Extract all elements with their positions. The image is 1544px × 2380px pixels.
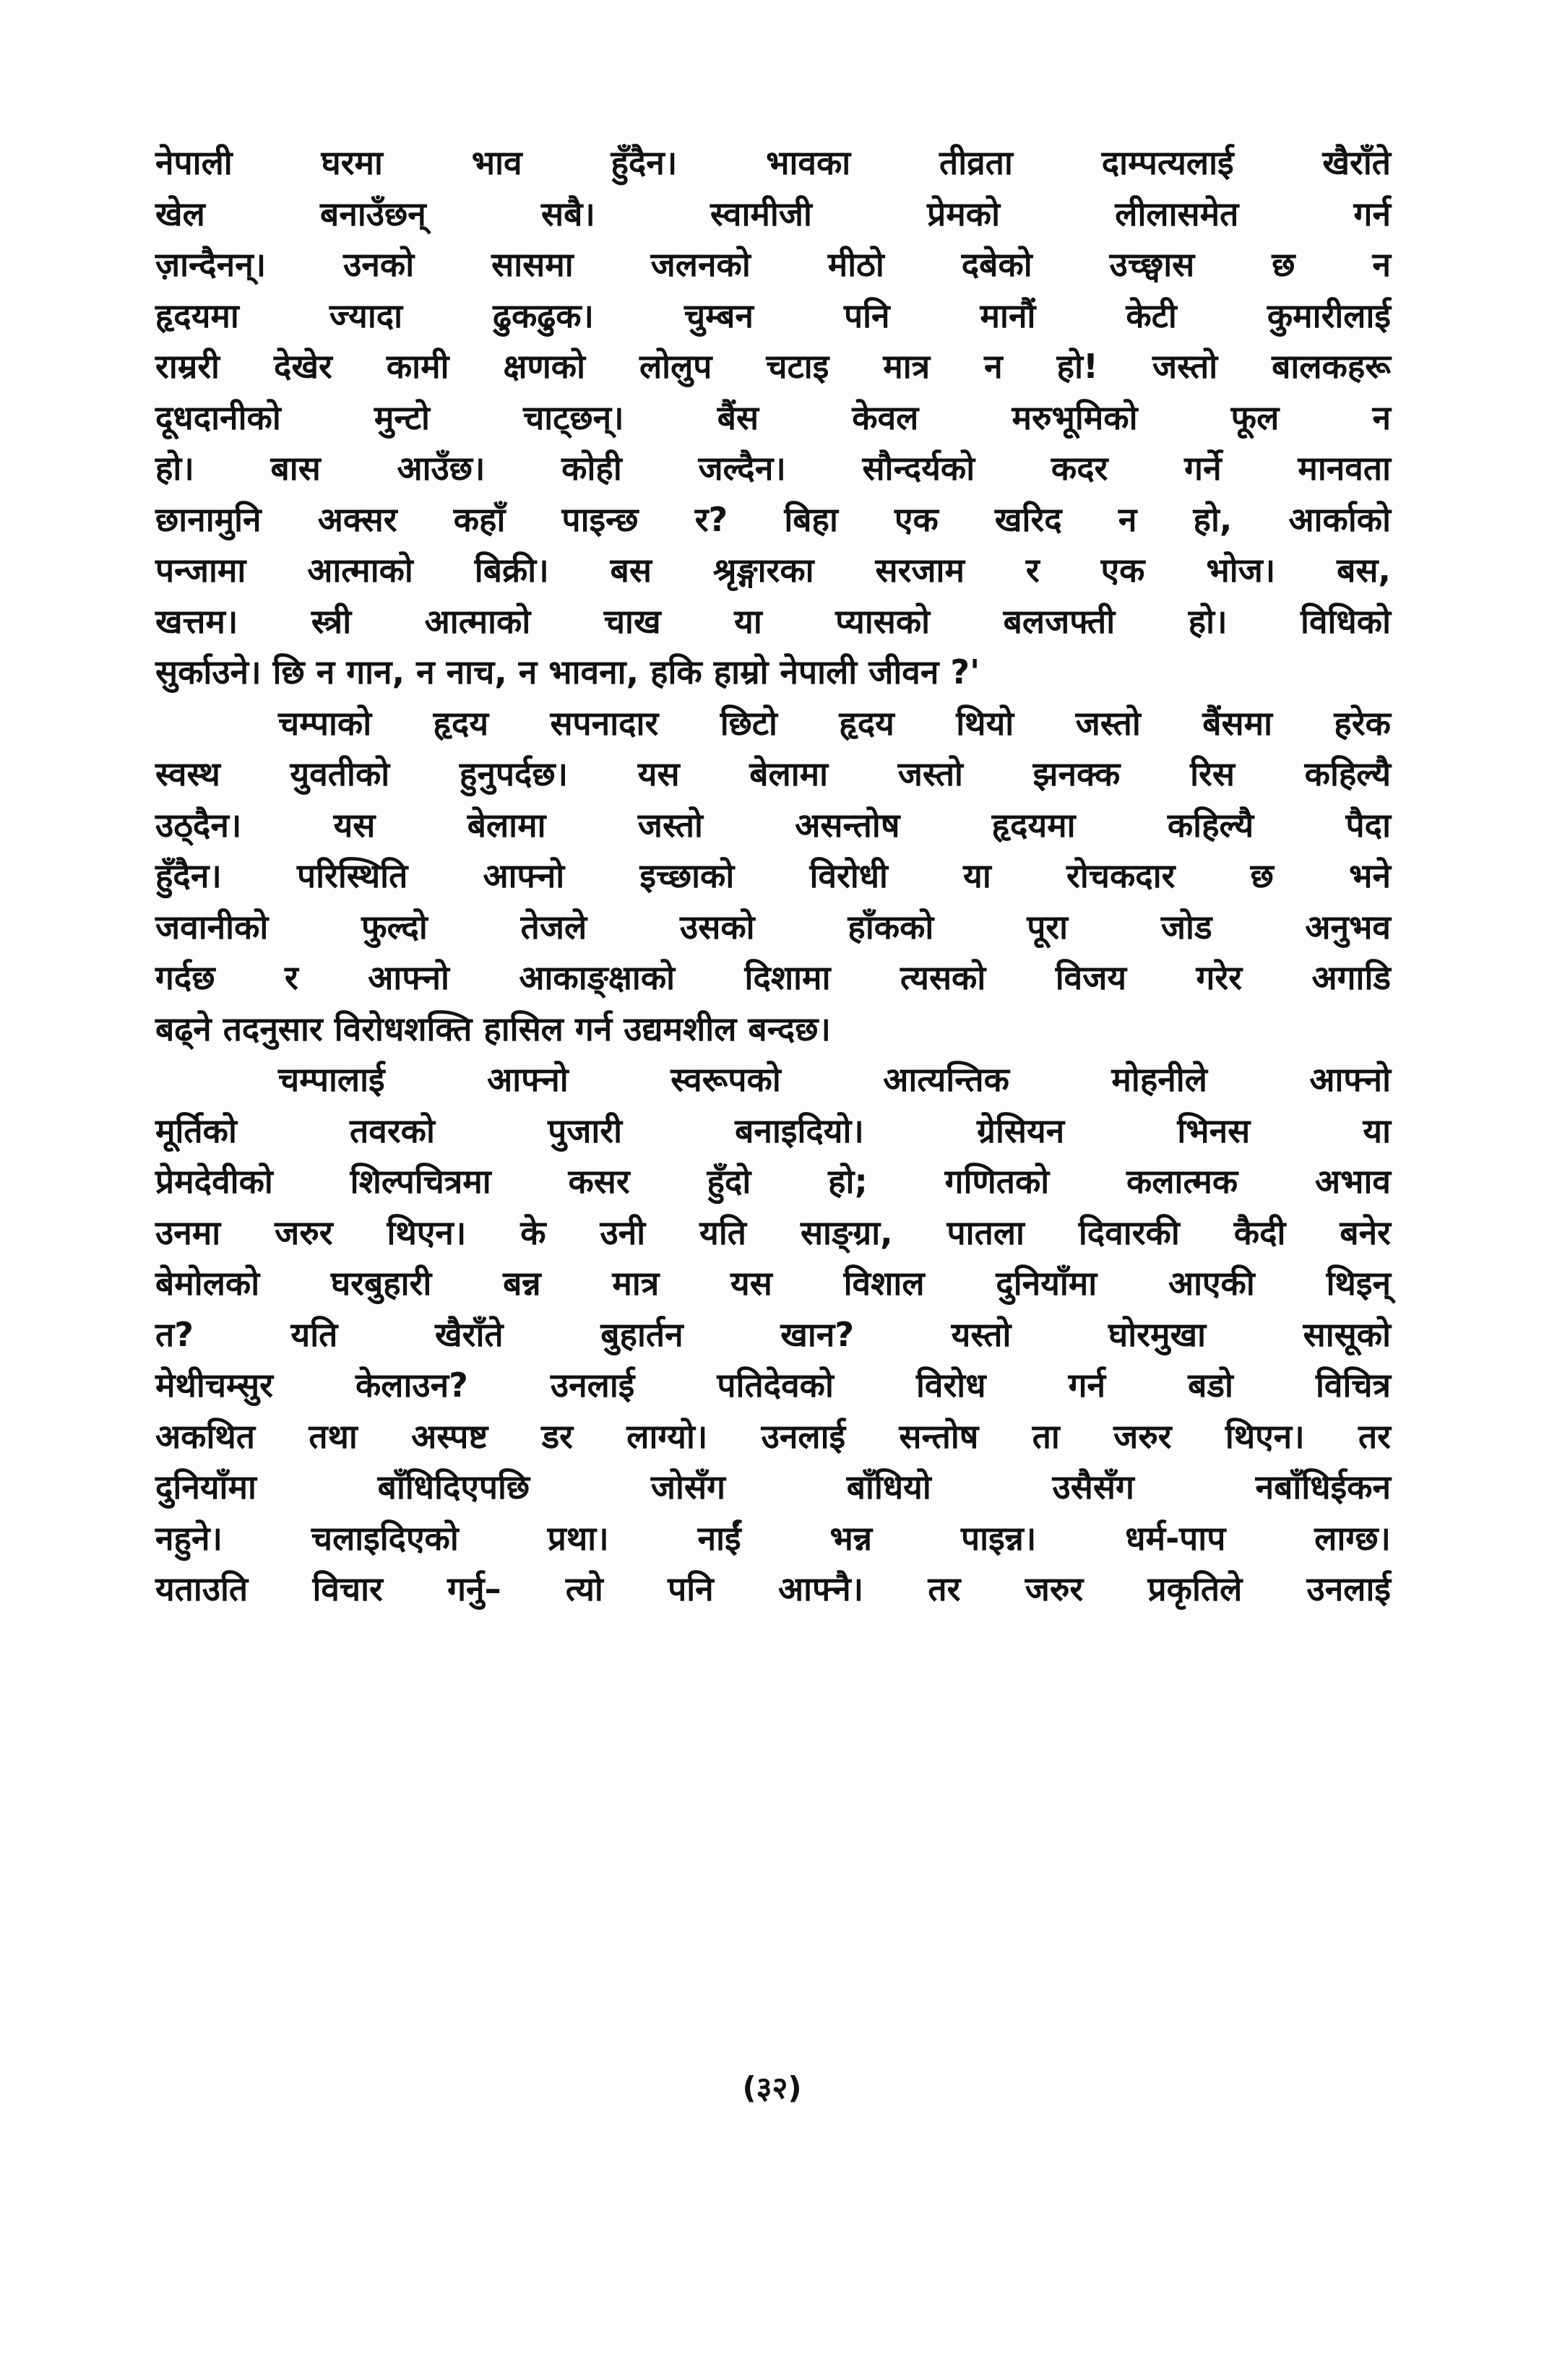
text-line: दुनियाँमा बाँधिदिएपछि जोसँग बाँधियो उसैसँग नबाँधिईकन xyxy=(155,1467,1391,1506)
text-line: दूधदानीको मुन्टो चाट्छन्। बैंस केवल मरुभूमिको फूल न xyxy=(155,397,1391,437)
text-line: हो। बास आउँछ। कोही जल्दैन। सौन्दर्यको कदर गर्ने मानवता xyxy=(155,449,1391,488)
text-line: चम्पालाई आफ्नो स्वरूपको आत्यन्तिक मोहनीले आफ्नो xyxy=(278,1060,1391,1099)
text-line: खेल बनाउँछन् सबै। स्वामीजी प्रेमको लीलासमेत गर्न xyxy=(155,194,1391,233)
paragraph-1 xyxy=(155,137,1391,698)
text-line: उठ्दैन। यस बेलामा जस्तो असन्तोष हृदयमा कहिल्यै पैदा xyxy=(155,805,1391,845)
text-line: मूर्तिको तवरको पुजारी बनाइदियो। ग्रेसियन भिनस या xyxy=(155,1111,1391,1150)
text-line: उनमा जरुर थिएन। के उनी यति साङ्ग्रा, पातला दिवारकी कैदी बनेर xyxy=(155,1212,1391,1252)
text-line: ज़ान्दैनन्। उनको सासमा जलनको मीठो दबेको उच्छ्वास छ न xyxy=(155,245,1391,284)
text-line: चम्पाको हृदय सपनादार छिटो हृदय थियो जस्तो बैंसमा हरेक xyxy=(278,703,1391,743)
page-number: (३२) xyxy=(742,2070,802,2105)
text-line: बेमोलको घरबुहारी बन्न मात्र यस विशाल दुनियाँमा आएकी थिइन् xyxy=(155,1264,1391,1303)
text-line: प्रेमदेवीको शिल्पचित्रमा कसर हुँदो हो; गणितको कलात्मक अभाव xyxy=(155,1162,1391,1201)
text-line: नेपाली घरमा भाव हुँदैन। भावका तीव्रता दाम्पत्यलाई खैराँते xyxy=(155,143,1391,182)
text-line: सुर्काउने। छि न गान, न नाच, न भावना, हकि हाम्रो नेपाली जीवन ?' xyxy=(155,652,980,691)
text-line: स्वस्थ युवतीको हुनुपर्दछ। यस बेलामा जस्तो झनक्क रिस कहिल्यै xyxy=(155,754,1391,793)
text-line: यताउति विचार गर्नु– त्यो पनि आफ्नै। तर जरुर प्रकृतिले उनलाई xyxy=(155,1569,1391,1608)
text-line: नहुने। चलाइदिएको प्रथा। नाईं भन्न पाइन्न। धर्म-पाप लाग्छ। xyxy=(155,1518,1391,1558)
text-line: अकथित तथा अस्पष्ट डर लाग्यो। उनलाई सन्तोष ता जरुर थिएन। तर xyxy=(155,1416,1391,1456)
text-line: बढ्ने तदनुसार विरोधशक्ति हासिल गर्न उद्यमशील बन्दछ। xyxy=(155,1009,831,1048)
text-line: हुँदैन। परिस्थिति आफ्नो इच्छाको विरोधी या रोचकदार छ भने xyxy=(155,856,1391,895)
paragraph-3 xyxy=(155,1054,1391,1615)
text-line: गर्दछ र आफ्नो आकाङ्क्षाको दिशामा त्यसको विजय गरेर अगाडि xyxy=(155,958,1391,997)
text-line: त? यति खैराँते बुहार्तन खान? यस्तो घोरमुखा सासूको xyxy=(155,1314,1391,1354)
text-line: जवानीको फुल्दो तेजले उसको हाँकको पूरा जोड अनुभव xyxy=(155,907,1391,947)
body-text xyxy=(155,137,1391,1615)
text-line: पन्जामा आत्माको बिक्री। बस श्रृङ्गारका सरजाम र एक भोज। बस, xyxy=(155,551,1391,590)
text-line: छानामुनि अक्सर कहाँ पाइन्छ र? बिहा एक खरिद न हो, आर्काको xyxy=(155,499,1391,539)
text-line: हृदयमा ज्यादा ढुकढुक। चुम्बन पनि मानौं केटी कुमारीलाई xyxy=(155,296,1391,335)
text-line: खत्तम। स्त्री आत्माको चाख या प्यासको बलजफ्ती हो। विधिको xyxy=(155,601,1391,641)
text-line: राम्ररी देखेर कामी क्षणको लोलुप चटाइ मात्र न हो! जस्तो बालकहरू xyxy=(155,347,1391,386)
text-line: मेथीचम्सुर केलाउन? उनलाई पतिदेवको विरोध गर्न बडो विचित्र xyxy=(155,1366,1391,1405)
paragraph-2 xyxy=(155,698,1391,1055)
